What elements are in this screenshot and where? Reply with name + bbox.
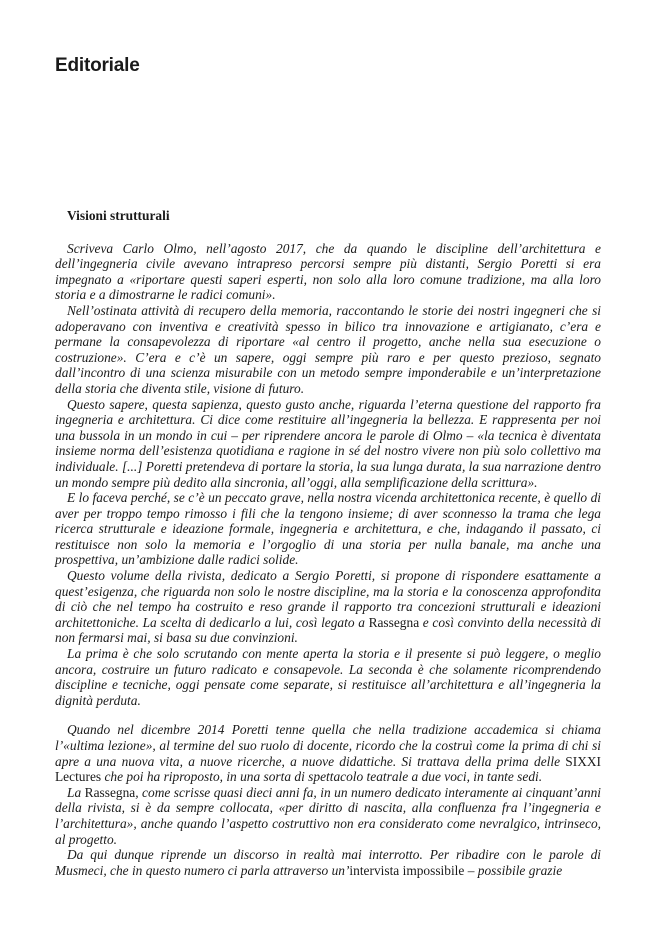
paragraph-spacer	[55, 708, 601, 722]
paragraph	[55, 847, 601, 878]
paragraph-text: Quando nel dicembre 2014 Poretti tenne quella che nella tradizione accademica si chiama l’«ultima lezione», al termine del suo ruolo di docente, ricordo che la costruì come la prima di chi si apre a una nuova vita, a nuove ricerche, a nuove didattiche. Si trattava della prima delle	[55, 722, 601, 769]
paragraph-text: La	[67, 784, 85, 800]
journal-name: Rassegna	[368, 614, 420, 630]
paragraph-text: – possibile grazie	[464, 862, 563, 878]
paragraph	[55, 785, 601, 847]
paragraph	[55, 722, 601, 784]
paragraph: Questo sapere, questa sapienza, questo gusto anche, riguarda l’eterna questione del rapporto fra ingegneria e architettura. Ci dice come restituire all’ingegneria la bellezza. E rappresenta per noi una bussola in un mondo in cui – per riprendere ancora le parole di Olmo – «la tecnica è diventata insieme norma dell’esistenza quotidiana e ragione in sé del nostro vivere non più solo collettivo ma individuale. [...] Poretti pretendeva di portare la storia, la sua lunga durata, la sua narrazione dentro un mondo sempre più dedito alla sincronia, all’oggi, alla semplificazione della scrittura».	[55, 396, 601, 490]
paragraph: La prima è che solo scrutando con mente aperta la storia e il presente si può leggere, o meglio ancora, costruire un futuro radicato e consapevole. La seconda è che solamente ricomprendendo discipline e tecniche, oggi pensate come separate, si restituisce all’architettura e all’ingegneria la dignità perduta.	[55, 646, 601, 708]
paragraph: Nell’ostinata attività di recupero della memoria, raccontando le storie dei nostri ingegneri che si adoperavano con inventiva e creatività spesso in bilico tra innovazione e artigianato, c’era e permane la consapevolezza di riportare «al centro il progetto, anche nella sua esecuzione o costruzione». C’era e c’è un sapere, oggi sempre più raro e per questo prezioso, segnato dall’incontro di una scienza misurabile con un metodo sempre imponderabile e un’interpretazione della storia che diventa stile, visione di futuro.	[55, 302, 601, 396]
article-title: Visioni strutturali	[67, 208, 170, 223]
paragraph: Scriveva Carlo Olmo, nell’agosto 2017, che da quando le discipline dell’architettura e dell’ingegneria civile avevano intrapreso percorsi sempre più distanti, Sergio Poretti si era impegnato a «riportare questi saperi esperti, non solo alla loro comune tradizione, ma alla loro storia e a dimostrarne le radici comuni».	[55, 240, 601, 303]
paragraph-text: e così convinto della necessità di non fermarsi mai, si basa su due convinzioni.	[55, 614, 602, 646]
paragraph	[55, 568, 601, 646]
lecture-series-name: SIXXI Lectures	[55, 753, 601, 785]
paragraph-text: , come scrisse quasi dieci anni fa, in un numero dedicato interamente ai cinquant’anni della rivista, si è da sempre collocata, «per diritto di nascita, alla confluenza fra l’ingegneria e l’architettura», anche quando l’aspetto costruttivo non era considerato come nevralgico, intrinseco, al progetto.	[55, 784, 601, 847]
paragraph-text: che poi ha riproposto, in una sorta di spettacolo teatrale a due voci, in tante sedi.	[101, 769, 543, 785]
interview-title: intervista impossibile	[349, 862, 465, 878]
paragraph: E lo faceva perché, se c’è un peccato grave, nella nostra vicenda architettonica recente, è quello di aver per troppo tempo rimosso i fili che la tengono insieme; di aver sconnesso la trama che lega ricerca strutturale e ideazione formale, ingegneria e architettura, e che, indagando il passato, ci restituisce non solo la memoria e l’orgoglio di una storia per nulla banale, ma anche una prospettiva, un’ambizione dalle radici solide.	[55, 490, 601, 568]
section-title: Editoriale	[55, 55, 140, 76]
paragraph-text: Da qui dunque riprende un discorso in realtà mai interrotto. Per ribadire con le parole di Musmeci, che in questo numero ci parla attraverso un’	[55, 847, 601, 878]
journal-name: Rassegna	[84, 784, 136, 800]
article	[55, 208, 601, 878]
paragraph-text: Questo volume della rivista, dedicato a Sergio Poretti, si propone di rispondere esattamente a quest’esigenza, che riguarda non solo le nostre discipline, ma la storia e la conoscenza approfondita di ciò che nel tempo ha costruito e reso grande il rapporto tra concezioni strutturali e ideazioni architettoniche. La scelta di dedicarlo a lui, così legato a	[55, 568, 601, 630]
